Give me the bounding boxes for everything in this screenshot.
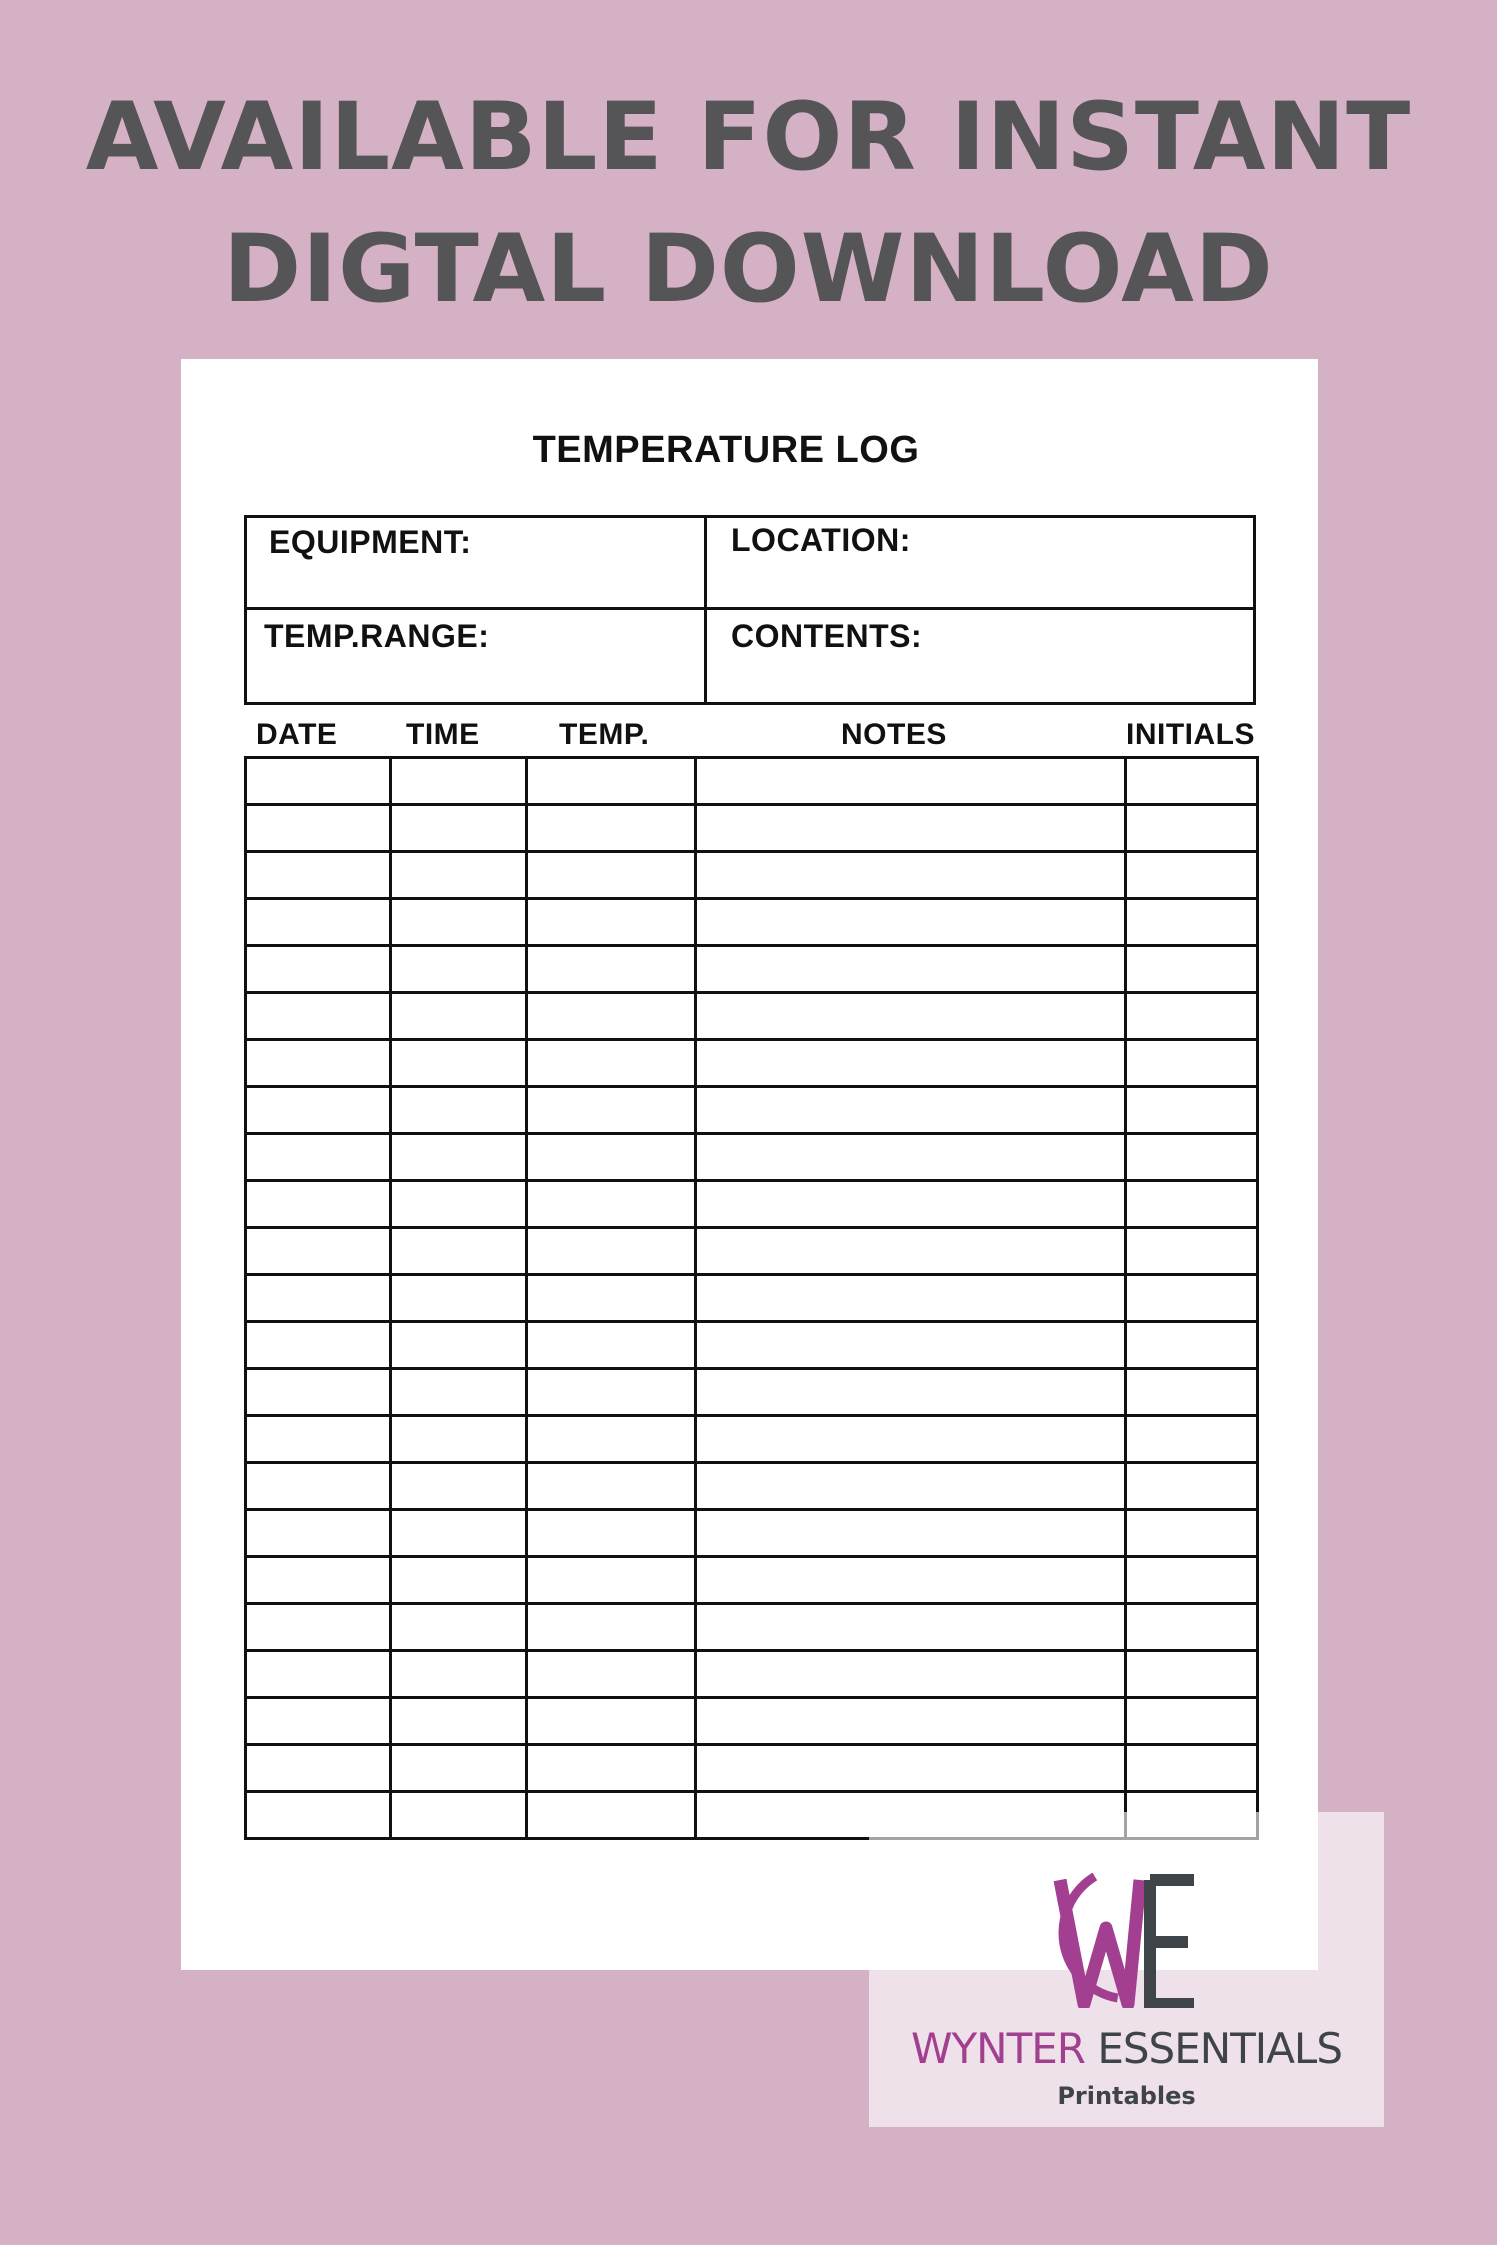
table-row	[246, 993, 1258, 1040]
cell-notes	[696, 758, 1126, 805]
cell-time	[391, 1275, 527, 1322]
cell-temp	[527, 1181, 696, 1228]
brand-tagline: Printables	[1057, 2082, 1196, 2110]
table-row	[246, 1228, 1258, 1275]
cell-initials	[1126, 1181, 1258, 1228]
cell-initials	[1126, 758, 1258, 805]
headline-line-1: AVAILABLE FOR INSTANT	[85, 83, 1412, 192]
cell-notes	[696, 899, 1126, 946]
cell-temp	[527, 899, 696, 946]
cell-temp	[527, 1228, 696, 1275]
cell-date	[246, 852, 391, 899]
cell-time	[391, 1369, 527, 1416]
headline-line-2: DIGTAL DOWNLOAD	[223, 215, 1274, 324]
table-row	[246, 1322, 1258, 1369]
cell-notes	[696, 1087, 1126, 1134]
cell-date	[246, 1557, 391, 1604]
cell-initials	[1126, 1322, 1258, 1369]
cell-temp	[527, 1698, 696, 1745]
temperature-log-sheet	[181, 359, 1318, 1970]
table-row	[246, 899, 1258, 946]
table-row	[246, 1181, 1258, 1228]
cell-date	[246, 805, 391, 852]
cell-time	[391, 852, 527, 899]
cell-initials	[1126, 1651, 1258, 1698]
cell-time	[391, 1040, 527, 1087]
brand-watermark	[869, 1812, 1384, 2127]
cell-temp	[527, 758, 696, 805]
table-row	[246, 1651, 1258, 1698]
cell-initials	[1126, 1698, 1258, 1745]
cell-initials	[1126, 1604, 1258, 1651]
cell-time	[391, 1698, 527, 1745]
cell-notes	[696, 1510, 1126, 1557]
temp-range-label: TEMP.RANGE:	[264, 618, 490, 654]
cell-initials	[1126, 1745, 1258, 1792]
cell-temp	[527, 1087, 696, 1134]
cell-temp	[527, 1275, 696, 1322]
cell-time	[391, 1416, 527, 1463]
brand-name-part-2: ESSENTIALS	[1097, 2024, 1342, 2073]
cell-notes	[696, 946, 1126, 993]
cell-initials	[1126, 1463, 1258, 1510]
cell-temp	[527, 1745, 696, 1792]
cell-initials	[1126, 1510, 1258, 1557]
cell-time	[391, 1792, 527, 1839]
cell-notes	[696, 1463, 1126, 1510]
table-row	[246, 1510, 1258, 1557]
cell-time	[391, 1181, 527, 1228]
cell-date	[246, 1463, 391, 1510]
cell-temp	[527, 1557, 696, 1604]
cell-temp	[527, 1369, 696, 1416]
cell-initials	[1126, 852, 1258, 899]
cell-initials	[1126, 1369, 1258, 1416]
column-header-notes: NOTES	[841, 718, 947, 751]
cell-notes	[696, 1134, 1126, 1181]
info-divider-vertical	[704, 518, 707, 702]
cell-notes	[696, 1275, 1126, 1322]
table-row	[246, 1416, 1258, 1463]
cell-initials	[1126, 1228, 1258, 1275]
cell-date	[246, 1087, 391, 1134]
cell-time	[391, 1087, 527, 1134]
location-label: LOCATION:	[731, 522, 911, 558]
table-row	[246, 758, 1258, 805]
brand-name	[869, 2024, 1384, 2073]
cell-date	[246, 758, 391, 805]
table-row	[246, 1275, 1258, 1322]
cell-temp	[527, 993, 696, 1040]
cell-temp	[527, 1510, 696, 1557]
cell-temp	[527, 1792, 696, 1839]
cell-time	[391, 1604, 527, 1651]
info-divider-horizontal	[247, 607, 1253, 610]
cell-temp	[527, 1416, 696, 1463]
table-row	[246, 1698, 1258, 1745]
we-monogram-logo	[1044, 1858, 1214, 2008]
cell-date	[246, 1322, 391, 1369]
cell-notes	[696, 1228, 1126, 1275]
cell-date	[246, 946, 391, 993]
cell-notes	[696, 852, 1126, 899]
table-row	[246, 946, 1258, 993]
cell-temp	[527, 1651, 696, 1698]
table-row	[246, 1557, 1258, 1604]
column-header-date: DATE	[256, 718, 338, 751]
cell-initials	[1126, 1040, 1258, 1087]
table-row	[246, 1087, 1258, 1134]
cell-initials	[1126, 946, 1258, 993]
cell-date	[246, 993, 391, 1040]
cell-time	[391, 1651, 527, 1698]
table-row	[246, 1463, 1258, 1510]
cell-time	[391, 1557, 527, 1604]
cell-initials	[1126, 1087, 1258, 1134]
cell-temp	[527, 805, 696, 852]
cell-initials	[1126, 1134, 1258, 1181]
cell-date	[246, 1134, 391, 1181]
cell-date	[246, 1040, 391, 1087]
cell-initials	[1126, 1557, 1258, 1604]
cell-date	[246, 1416, 391, 1463]
column-header-time: TIME	[406, 718, 480, 751]
cell-notes	[696, 1698, 1126, 1745]
cell-time	[391, 899, 527, 946]
cell-temp	[527, 946, 696, 993]
cell-initials	[1126, 993, 1258, 1040]
headline	[0, 72, 1497, 336]
cell-time	[391, 1463, 527, 1510]
cell-temp	[527, 852, 696, 899]
cell-notes	[696, 1040, 1126, 1087]
table-row	[246, 1745, 1258, 1792]
cell-date	[246, 1651, 391, 1698]
cell-date	[246, 899, 391, 946]
cell-initials	[1126, 1416, 1258, 1463]
info-box	[244, 515, 1256, 705]
cell-notes	[696, 1557, 1126, 1604]
cell-notes	[696, 1651, 1126, 1698]
contents-label: CONTENTS:	[731, 618, 923, 654]
cell-initials	[1126, 805, 1258, 852]
cell-time	[391, 993, 527, 1040]
cell-time	[391, 946, 527, 993]
cell-notes	[696, 805, 1126, 852]
cell-temp	[527, 1604, 696, 1651]
cell-temp	[527, 1134, 696, 1181]
cell-time	[391, 1322, 527, 1369]
log-table-body	[246, 758, 1258, 1839]
table-row	[246, 1604, 1258, 1651]
cell-date	[246, 1510, 391, 1557]
column-header-temp: TEMP.	[559, 718, 650, 751]
cell-notes	[696, 1322, 1126, 1369]
cell-time	[391, 1134, 527, 1181]
cell-date	[246, 1792, 391, 1839]
cell-notes	[696, 1745, 1126, 1792]
table-row	[246, 1040, 1258, 1087]
cell-time	[391, 805, 527, 852]
table-row	[246, 805, 1258, 852]
cell-time	[391, 758, 527, 805]
cell-temp	[527, 1322, 696, 1369]
cell-time	[391, 1228, 527, 1275]
table-row	[246, 1369, 1258, 1416]
cell-date	[246, 1745, 391, 1792]
brand-name-part-1: WYNTER	[911, 2024, 1085, 2073]
cell-notes	[696, 1369, 1126, 1416]
cell-notes	[696, 1604, 1126, 1651]
equipment-label: EQUIPMENT:	[269, 524, 472, 560]
cell-initials	[1126, 1275, 1258, 1322]
cell-notes	[696, 993, 1126, 1040]
cell-time	[391, 1745, 527, 1792]
table-row	[246, 1134, 1258, 1181]
column-header-initials: INITIALS	[1126, 718, 1255, 751]
cell-date	[246, 1369, 391, 1416]
cell-date	[246, 1275, 391, 1322]
document-title: TEMPERATURE LOG	[532, 429, 920, 471]
log-table	[244, 756, 1259, 1840]
cell-notes	[696, 1181, 1126, 1228]
cell-time	[391, 1510, 527, 1557]
table-row	[246, 852, 1258, 899]
cell-date	[246, 1698, 391, 1745]
cell-initials	[1126, 899, 1258, 946]
cell-temp	[527, 1040, 696, 1087]
cell-temp	[527, 1463, 696, 1510]
cell-date	[246, 1181, 391, 1228]
cell-date	[246, 1604, 391, 1651]
cell-notes	[696, 1416, 1126, 1463]
cell-date	[246, 1228, 391, 1275]
